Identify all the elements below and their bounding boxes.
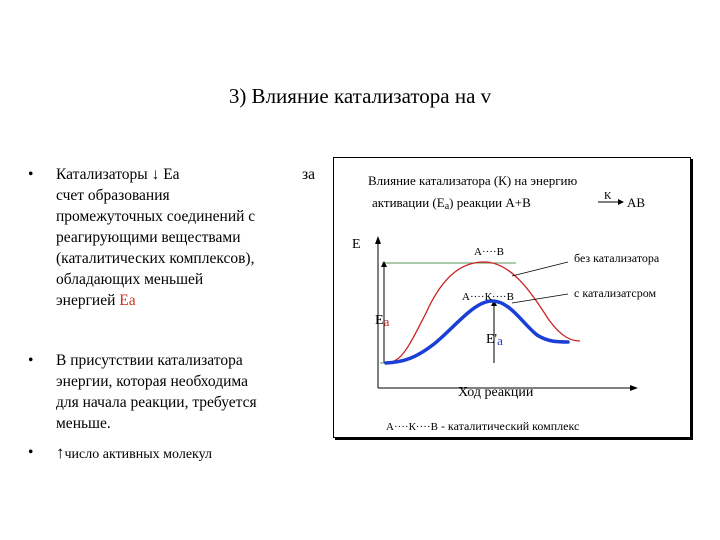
catalyzed-peak-label: А····К····В xyxy=(462,291,514,303)
bullet-line: число активных молекул xyxy=(64,447,213,462)
legend-uncatalyzed: без катализатора xyxy=(574,251,660,265)
bullet-line: обладающих меньшей xyxy=(56,271,204,288)
bullet-marker: • xyxy=(28,352,34,369)
bullet-line: Катализаторы ↓ Ea xyxy=(56,166,180,183)
product-label: АВ xyxy=(627,195,646,210)
complex-footnote: А····К····В - каталитический комплекс xyxy=(386,419,580,433)
bullet-line: меньше. xyxy=(56,415,111,432)
bullet-suffix-word: за xyxy=(302,166,316,183)
bullet-line: промежуточных соединений с xyxy=(56,208,256,225)
ea-bracket-arrow-icon xyxy=(381,261,387,267)
page-title: 3) Влияние катализатора на v xyxy=(228,84,492,108)
bullet-marker: • xyxy=(28,166,34,183)
legend-cat-leader xyxy=(512,294,568,303)
ea-label: Еa xyxy=(375,313,390,329)
bullet-marker: • xyxy=(28,444,34,461)
bullet-line xyxy=(56,290,306,311)
legend-catalyzed: с катализатсром xyxy=(574,286,657,300)
legend-uncat-leader xyxy=(512,262,568,276)
energy-diagram xyxy=(334,158,690,437)
catalyzed-curve xyxy=(386,301,568,363)
bullet-line: счет образования xyxy=(56,187,170,204)
y-axis-label: Е xyxy=(352,237,361,252)
catalyst-arrow-label: К xyxy=(604,190,612,202)
bullet-line-prefix: энергией xyxy=(56,292,120,309)
uncatalyzed-peak-label: А····В xyxy=(474,246,504,258)
bullet-text xyxy=(56,442,306,465)
y-axis-arrow-icon xyxy=(375,236,381,244)
x-axis-arrow-icon xyxy=(630,385,638,391)
diagram-heading-line2: активации (Еa) реакции А+В xyxy=(372,195,531,212)
ea-highlight: Ea xyxy=(119,292,136,309)
up-arrow-icon: ↑ xyxy=(56,443,65,462)
ea-cat-label: Е'a xyxy=(486,332,503,348)
bullet-text xyxy=(56,164,316,311)
diagram-heading-line1: Влияние катализатора (К) на энергию xyxy=(368,173,578,188)
bullet-line: (каталитических комплексов), xyxy=(56,250,255,267)
reaction-arrowhead-icon xyxy=(618,199,624,205)
bullet-line: реагирующими веществами xyxy=(56,229,241,246)
x-axis-label: Ход реакции xyxy=(458,385,534,400)
bullet-line: В присутствии катализатора xyxy=(56,352,243,369)
bullet-line: для начала реакции, требуется xyxy=(56,394,257,411)
bullet-text xyxy=(56,350,306,434)
bullet-line: энергии, которая необходима xyxy=(56,373,248,390)
uncatalyzed-curve xyxy=(386,262,580,363)
energy-diagram-panel xyxy=(333,157,691,438)
